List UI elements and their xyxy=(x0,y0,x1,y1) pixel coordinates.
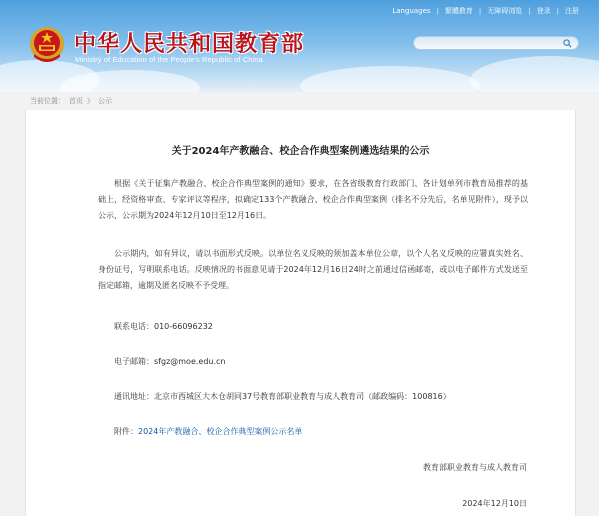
email-label: 电子邮箱： xyxy=(114,357,154,366)
search-input[interactable] xyxy=(414,44,554,56)
contact-email xyxy=(98,356,528,367)
breadcrumb-separator: 》 xyxy=(87,97,94,105)
languages-link[interactable]: Languages xyxy=(392,7,431,15)
publish-date: 2024年12月10日 xyxy=(462,499,527,508)
link-separator: | xyxy=(436,7,439,15)
search-icon[interactable] xyxy=(563,39,572,48)
signature: 教育部职业教育与成人教育司 xyxy=(423,463,527,472)
login-link[interactable]: 登录 xyxy=(536,7,551,15)
search-box xyxy=(413,36,579,50)
contact-address xyxy=(98,391,528,402)
article-paragraph: 公示期内，如有异议，请以书面形式反映。以单位名义反映的须加盖本单位公章，以个人名义反映的应署真实姓名、身份证号，写明联系电话。反映情况的书面意见请于2024年12月16日24时之前通过信函邮寄，或以电子邮件方式发送至指定邮箱，逾期及匿名反映不予受理。 xyxy=(98,249,528,290)
site-title[interactable]: 中华人民共和国教育部 xyxy=(74,32,305,57)
contact-phone xyxy=(98,321,528,332)
breadcrumb-prefix: 当前位置： xyxy=(30,97,65,105)
breadcrumb-home-link[interactable]: 首页 xyxy=(69,97,83,105)
phone-value: 010-66096232 xyxy=(154,322,213,331)
link-separator: | xyxy=(528,7,531,15)
cloud-decoration xyxy=(300,66,480,92)
phone-label: 联系电话： xyxy=(114,322,154,331)
address-label: 通讯地址： xyxy=(114,392,154,401)
article-title: 关于2024年产教融合、校企合作典型案例遴选结果的公示 xyxy=(171,146,430,157)
breadcrumb-current: 公示 xyxy=(98,97,112,105)
breadcrumb xyxy=(30,96,112,106)
register-link[interactable]: 注册 xyxy=(565,7,579,15)
attachment-label: 附件： xyxy=(114,427,138,436)
link-separator: | xyxy=(478,7,482,15)
cloud-decoration xyxy=(470,56,599,92)
link-separator: | xyxy=(556,7,559,15)
article-container xyxy=(25,110,576,516)
site-header xyxy=(0,0,599,92)
article-paragraph: 根据《关于征集产教融合、校企合作典型案例的通知》要求，在各省级教育行政部门、各计划单列市教育局推荐的基础上，经资格审查、专家评议等程序，拟确定133个产教融合、校企合作典型案例（排名不分先后，名单见附件），现予以公示，公示期为2024年12月10日至12月16日。 xyxy=(98,179,528,220)
attachment xyxy=(98,426,528,437)
national-emblem-icon[interactable] xyxy=(28,24,66,66)
site-subtitle: Ministry of Education of the People's Republic of China xyxy=(75,55,263,64)
accessibility-link[interactable]: 无障碍浏览 xyxy=(487,7,523,15)
address-value: 北京市西城区大木仓胡同37号教育部职业教育与成人教育司（邮政编码：100816） xyxy=(154,392,451,401)
email-value: sfgz@moe.edu.cn xyxy=(154,357,226,366)
attachment-link[interactable]: 2024年产教融合、校企合作典型案例公示名单 xyxy=(138,427,303,436)
top-links xyxy=(386,6,585,16)
traditional-chinese-link[interactable]: 繁體教育 xyxy=(444,7,473,15)
